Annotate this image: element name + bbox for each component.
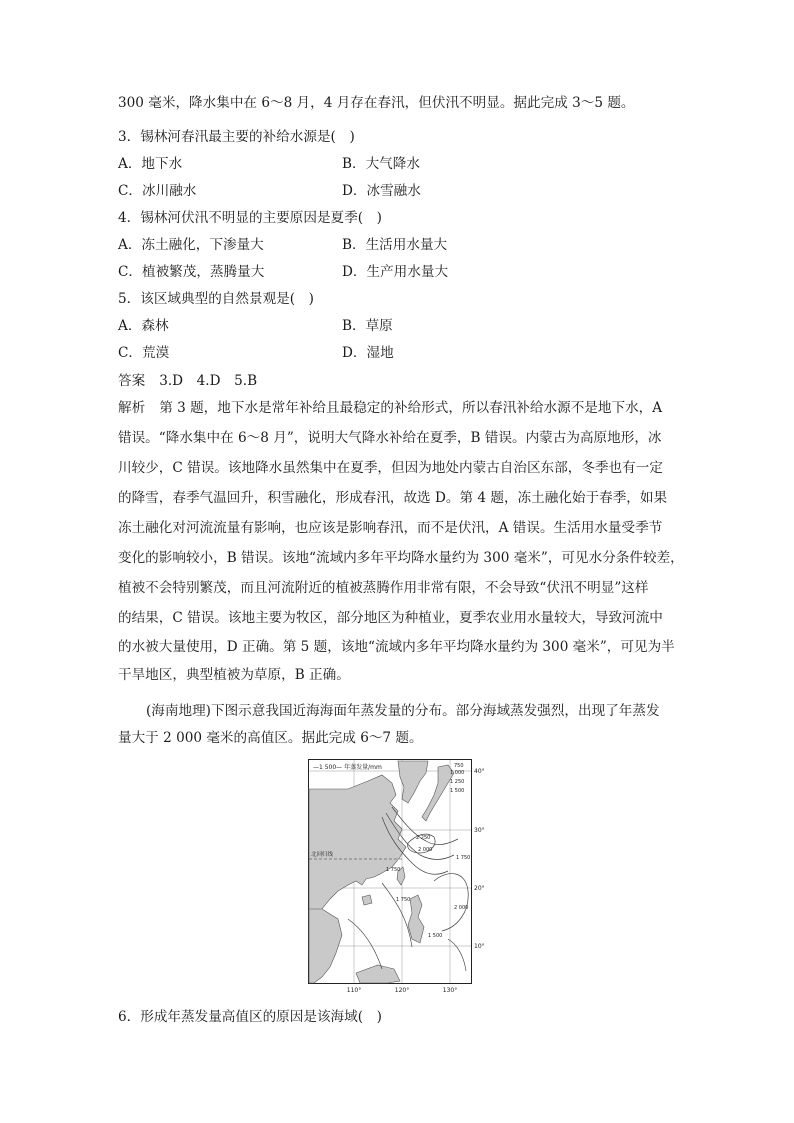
passage-2-line-2: 量大于 2 000 毫米的高值区。据此完成 6～7 题。 — [118, 730, 423, 746]
isoline-label: 1 500 — [450, 788, 465, 794]
lat-label: 10° — [474, 943, 485, 950]
isoline-label: 2 000 — [418, 847, 433, 853]
explanation-line-8: 的结果，C 错误。该地主要为牧区，部分地区为种植业，夏季农业用水量较大，导致河流中 — [118, 610, 663, 626]
isoline-label: 2 000 — [454, 905, 469, 911]
question-4-option-a: A．冻土融化，下渗量大 — [118, 237, 264, 253]
explanation-line-1 — [118, 398, 662, 418]
answer-text: 3.D 4.D 5.B — [159, 373, 258, 389]
explanation-line-9: 的水被大量使用，D 正确。第 5 题，该地“流域内多年平均降水量约为 300 毫米”，可见为半 — [118, 639, 675, 655]
isoline-label: 1 750 — [456, 855, 471, 861]
isoline-label: 1 500 — [428, 933, 443, 939]
explanation-line-7: 植被不会特别繁茂，而且河流附近的植被蒸腾作用非常有限，不会导致“伏汛不明显”这样 — [118, 580, 649, 596]
explanation-text: 第 3 题，地下水是常年补给且最稳定的补给形式，所以春汛补给水源不是地下水，A — [159, 400, 663, 416]
isoline-label: 1 250 — [450, 779, 465, 785]
question-5-stem: 5．该区域典型的自然景观是( ) — [118, 291, 314, 307]
explanation-line-10: 干旱地区，典型植被为草原，B 正确。 — [118, 667, 350, 683]
explanation-label: 解析 — [118, 400, 146, 416]
isoline-label: 1 750 — [386, 867, 401, 873]
answer-line — [118, 371, 257, 391]
lat-label: 30° — [474, 827, 485, 834]
map-tropic-label: 北回归线 — [311, 852, 334, 858]
question-6-stem: 6．形成年蒸发量高值区的原因是该海域( ) — [118, 1009, 382, 1025]
question-3-stem: 3．锡林河春汛最主要的补给水源是( ) — [118, 129, 355, 145]
explanation-line-2: 错误。“降水集中在 6～8 月”，说明大气降水补给在夏季，B 错误。内蒙古为高原地形，冰 — [118, 430, 662, 446]
question-3-option-b: B．大气降水 — [342, 156, 420, 172]
question-4-stem: 4．锡林河伏汛不明显的主要原因是夏季( ) — [118, 210, 382, 226]
isoline-label: 1 750 — [396, 897, 411, 903]
lon-label: 120° — [394, 987, 410, 994]
question-3-option-a: A．地下水 — [118, 156, 183, 172]
question-5-option-c: C．荒漠 — [118, 345, 170, 361]
isoline-label: 2 250 — [416, 835, 431, 841]
explanation-line-4: 的降雪，春季气温回升，积雪融化，形成春汛，故选 D。第 4 题，冻土融化始于春季，如果 — [118, 490, 668, 506]
passage-2-line-1: (海南地理)下图示意我国近海海面年蒸发量的分布。部分海域蒸发强烈，出现了年蒸发 — [146, 703, 660, 719]
question-3-option-d: D．冰雪融水 — [342, 183, 421, 199]
explanation-line-3: 川较少，C 错误。该地降水虽然集中在夏季，但因为地处内蒙古自治区东部，冬季也有一定 — [118, 460, 663, 476]
question-4-option-c: C．植被繁茂，蒸腾量大 — [118, 264, 265, 280]
question-3-option-c: C．冰川融水 — [118, 183, 197, 199]
explanation-line-5: 冻土融化对河流流量有影响，也应该是影响春汛，而不是伏汛，A 错误。生活用水量受季节 — [118, 520, 663, 536]
lat-label: 20° — [474, 885, 485, 892]
isoline-label: 1 000 — [450, 770, 465, 776]
evaporation-map — [308, 759, 486, 995]
question-5-option-a: A．森林 — [118, 318, 169, 334]
answer-label: 答案 — [118, 373, 146, 389]
map-legend: —1 500— 年蒸发量/mm — [313, 764, 382, 771]
explanation-line-6: 变化的影响较小，B 错误。该地“流域内多年平均降水量约为 300 毫米”，可见水分条件较差， — [118, 550, 684, 566]
passage-intro-tail: 300 毫米，降水集中在 6～8 月，4 月存在春汛，但伏汛不明显。据此完成 3～5 题。 — [118, 95, 635, 111]
question-5-option-d: D．湿地 — [342, 345, 394, 361]
lon-label: 110° — [346, 987, 362, 994]
lat-label: 40° — [474, 768, 485, 775]
lon-label: 130° — [442, 987, 458, 994]
question-4-option-d: D．生产用水量大 — [342, 264, 449, 280]
question-5-option-b: B．草原 — [342, 318, 393, 334]
question-4-option-b: B．生活用水量大 — [342, 237, 448, 253]
isoline-label: 750 — [454, 763, 464, 769]
